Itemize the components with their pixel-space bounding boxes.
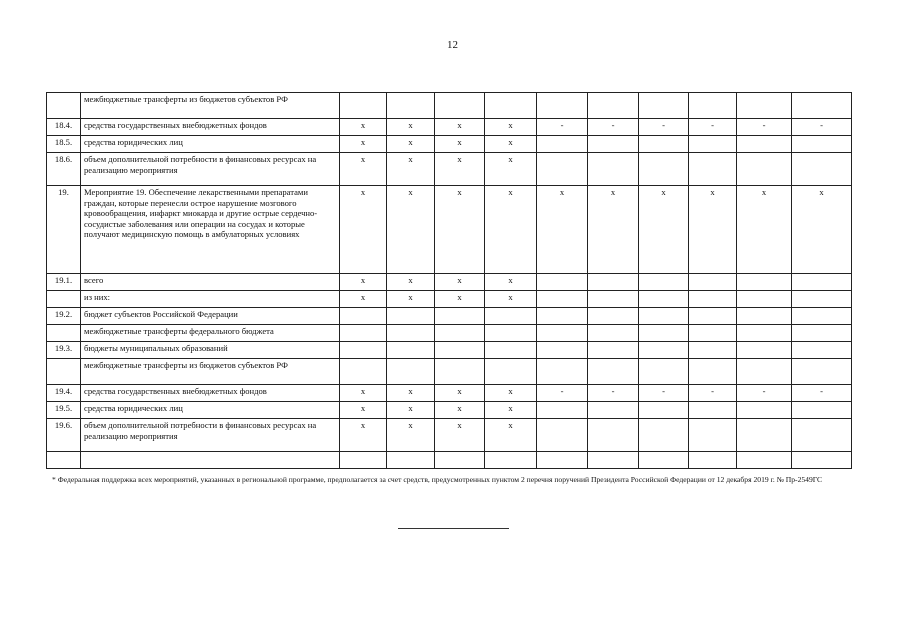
row-label-cell: средства государственных внебюджетных фондов	[81, 385, 340, 402]
value-cell: x	[340, 291, 387, 308]
table-row	[47, 291, 852, 308]
value-cell	[639, 274, 689, 291]
value-cell	[737, 93, 792, 119]
value-cell	[792, 308, 852, 325]
value-cell: x	[737, 186, 792, 274]
value-cell	[639, 136, 689, 153]
value-cell	[387, 359, 435, 385]
value-cell	[588, 153, 639, 186]
value-cell: x	[537, 186, 588, 274]
value-cell: -	[588, 385, 639, 402]
table-body	[47, 93, 852, 469]
value-cell	[340, 452, 387, 469]
value-cell: x	[435, 186, 485, 274]
value-cell: x	[340, 119, 387, 136]
value-cell	[588, 359, 639, 385]
value-cell	[792, 419, 852, 452]
value-cell	[537, 291, 588, 308]
row-label-cell: объем дополнительной потребности в финансовых ресурсах на реализацию мероприятия	[81, 153, 340, 186]
value-cell	[588, 342, 639, 359]
value-cell	[588, 452, 639, 469]
value-cell	[537, 359, 588, 385]
value-cell	[588, 93, 639, 119]
value-cell: x	[435, 291, 485, 308]
table-row	[47, 385, 852, 402]
value-cell: x	[485, 274, 537, 291]
value-cell: x	[792, 186, 852, 274]
value-cell: x	[340, 136, 387, 153]
value-cell	[689, 325, 737, 342]
row-number-cell	[47, 359, 81, 385]
value-cell	[689, 153, 737, 186]
value-cell	[737, 325, 792, 342]
value-cell	[639, 359, 689, 385]
value-cell	[537, 419, 588, 452]
value-cell	[435, 359, 485, 385]
table-row	[47, 136, 852, 153]
row-label-cell: межбюджетные трансферты из бюджетов субъектов РФ	[81, 359, 340, 385]
row-number-cell	[47, 325, 81, 342]
value-cell: x	[435, 274, 485, 291]
value-cell	[639, 419, 689, 452]
row-label-cell: бюджет субъектов Российской Федерации	[81, 308, 340, 325]
value-cell	[387, 452, 435, 469]
row-number-cell	[47, 93, 81, 119]
value-cell	[792, 291, 852, 308]
value-cell: -	[689, 385, 737, 402]
value-cell	[485, 359, 537, 385]
table-row	[47, 308, 852, 325]
value-cell: x	[485, 153, 537, 186]
value-cell	[387, 325, 435, 342]
row-number-cell	[47, 452, 81, 469]
value-cell: x	[485, 385, 537, 402]
table-row	[47, 186, 852, 274]
table-row	[47, 419, 852, 452]
value-cell: x	[435, 136, 485, 153]
value-cell: -	[792, 385, 852, 402]
value-cell	[639, 308, 689, 325]
value-cell	[387, 93, 435, 119]
value-cell	[435, 452, 485, 469]
value-cell	[737, 342, 792, 359]
value-cell	[340, 359, 387, 385]
value-cell	[435, 325, 485, 342]
value-cell: x	[485, 119, 537, 136]
value-cell	[737, 308, 792, 325]
value-cell	[588, 136, 639, 153]
value-cell	[689, 359, 737, 385]
row-number-cell: 19.4.	[47, 385, 81, 402]
row-number-cell: 19.6.	[47, 419, 81, 452]
row-number-cell	[47, 291, 81, 308]
value-cell	[792, 402, 852, 419]
value-cell	[689, 274, 737, 291]
value-cell: x	[435, 419, 485, 452]
value-cell	[485, 325, 537, 342]
value-cell	[387, 308, 435, 325]
value-cell: x	[485, 402, 537, 419]
value-cell: x	[435, 153, 485, 186]
value-cell	[588, 325, 639, 342]
value-cell	[537, 452, 588, 469]
table-row	[47, 342, 852, 359]
value-cell: x	[435, 402, 485, 419]
row-label-cell: объем дополнительной потребности в финансовых ресурсах на реализацию мероприятия	[81, 419, 340, 452]
value-cell: x	[340, 153, 387, 186]
row-label-cell: средства государственных внебюджетных фондов	[81, 119, 340, 136]
row-label-cell: Мероприятие 19. Обеспечение лекарственными препаратами граждан, которые перенесли острое нарушение мозгового кровообращения, инфаркт миокарда и другие острые сердечно-сосудистые заболевания или операции на сосудах и которые получают медицинскую помощь в амбулаторных условиях	[81, 186, 340, 274]
value-cell: x	[340, 385, 387, 402]
value-cell	[792, 342, 852, 359]
value-cell	[537, 342, 588, 359]
value-cell: x	[387, 402, 435, 419]
value-cell	[792, 136, 852, 153]
value-cell	[792, 153, 852, 186]
budget-table	[46, 92, 852, 469]
row-number-cell: 19.5.	[47, 402, 81, 419]
value-cell	[737, 136, 792, 153]
table-row	[47, 153, 852, 186]
row-number-cell: 18.5.	[47, 136, 81, 153]
value-cell	[737, 419, 792, 452]
value-cell: x	[387, 291, 435, 308]
value-cell	[588, 274, 639, 291]
value-cell	[435, 93, 485, 119]
value-cell	[588, 291, 639, 308]
table-row	[47, 93, 852, 119]
value-cell: -	[639, 385, 689, 402]
value-cell	[435, 342, 485, 359]
value-cell: -	[737, 119, 792, 136]
value-cell	[639, 325, 689, 342]
row-label-cell: межбюджетные трансферты федерального бюджета	[81, 325, 340, 342]
table-row	[47, 402, 852, 419]
value-cell	[588, 402, 639, 419]
value-cell	[737, 274, 792, 291]
value-cell: x	[435, 385, 485, 402]
value-cell: -	[792, 119, 852, 136]
value-cell: -	[689, 119, 737, 136]
value-cell	[387, 342, 435, 359]
value-cell: x	[387, 274, 435, 291]
value-cell	[340, 93, 387, 119]
value-cell: x	[387, 385, 435, 402]
row-number-cell: 19.1.	[47, 274, 81, 291]
value-cell: -	[537, 385, 588, 402]
value-cell: x	[485, 186, 537, 274]
value-cell: x	[485, 419, 537, 452]
value-cell	[639, 291, 689, 308]
value-cell	[689, 342, 737, 359]
value-cell: -	[588, 119, 639, 136]
value-cell: x	[588, 186, 639, 274]
value-cell	[537, 274, 588, 291]
value-cell	[737, 153, 792, 186]
value-cell	[689, 308, 737, 325]
value-cell: x	[689, 186, 737, 274]
value-cell	[537, 153, 588, 186]
value-cell: x	[340, 419, 387, 452]
value-cell	[639, 93, 689, 119]
value-cell: x	[340, 274, 387, 291]
table-row	[47, 359, 852, 385]
row-label-cell: средства юридических лиц	[81, 136, 340, 153]
value-cell	[689, 402, 737, 419]
value-cell: x	[639, 186, 689, 274]
row-number-cell: 18.4.	[47, 119, 81, 136]
value-cell: x	[435, 119, 485, 136]
value-cell	[639, 342, 689, 359]
row-label-cell	[81, 452, 340, 469]
value-cell	[792, 274, 852, 291]
value-cell	[792, 359, 852, 385]
value-cell	[737, 452, 792, 469]
table-row	[47, 119, 852, 136]
value-cell: -	[639, 119, 689, 136]
row-label-cell: средства юридических лиц	[81, 402, 340, 419]
value-cell: x	[387, 186, 435, 274]
value-cell	[737, 359, 792, 385]
value-cell	[689, 136, 737, 153]
row-label-cell: межбюджетные трансферты из бюджетов субъектов РФ	[81, 93, 340, 119]
value-cell	[639, 153, 689, 186]
value-cell	[537, 308, 588, 325]
value-cell: x	[387, 136, 435, 153]
row-label-cell: бюджеты муниципальных образований	[81, 342, 340, 359]
value-cell: -	[737, 385, 792, 402]
row-number-cell: 19.3.	[47, 342, 81, 359]
value-cell	[737, 291, 792, 308]
value-cell: x	[340, 186, 387, 274]
value-cell	[689, 291, 737, 308]
value-cell: x	[387, 119, 435, 136]
value-cell	[485, 93, 537, 119]
value-cell	[537, 136, 588, 153]
row-number-cell: 19.	[47, 186, 81, 274]
value-cell	[737, 402, 792, 419]
table-row	[47, 325, 852, 342]
value-cell	[639, 452, 689, 469]
value-cell	[792, 325, 852, 342]
row-label-cell: из них:	[81, 291, 340, 308]
value-cell: x	[387, 153, 435, 186]
value-cell	[485, 452, 537, 469]
value-cell: x	[340, 402, 387, 419]
value-cell	[340, 342, 387, 359]
value-cell	[689, 452, 737, 469]
table-row	[47, 452, 852, 469]
value-cell	[485, 308, 537, 325]
row-number-cell: 18.6.	[47, 153, 81, 186]
table-row	[47, 274, 852, 291]
row-label-cell: всего	[81, 274, 340, 291]
value-cell	[485, 342, 537, 359]
value-cell	[639, 402, 689, 419]
row-number-cell: 19.2.	[47, 308, 81, 325]
value-cell	[689, 419, 737, 452]
closing-rule	[398, 528, 509, 529]
value-cell: x	[485, 291, 537, 308]
value-cell	[792, 452, 852, 469]
value-cell: x	[485, 136, 537, 153]
value-cell	[588, 308, 639, 325]
value-cell	[537, 325, 588, 342]
value-cell	[340, 308, 387, 325]
value-cell: -	[537, 119, 588, 136]
value-cell	[588, 419, 639, 452]
value-cell	[537, 402, 588, 419]
footnote: * Федеральная поддержка всех мероприятий, указанных в региональной программе, предполагается за счет средств, предусмотренных пунктом 2 перечня поручений Президента Российской Федерации от 12 декабря 2019 г. № Пр-2549ГС	[52, 475, 823, 484]
value-cell	[537, 93, 588, 119]
value-cell	[689, 93, 737, 119]
value-cell	[340, 325, 387, 342]
page-number: 12	[447, 39, 458, 51]
value-cell	[435, 308, 485, 325]
value-cell	[792, 93, 852, 119]
value-cell: x	[387, 419, 435, 452]
